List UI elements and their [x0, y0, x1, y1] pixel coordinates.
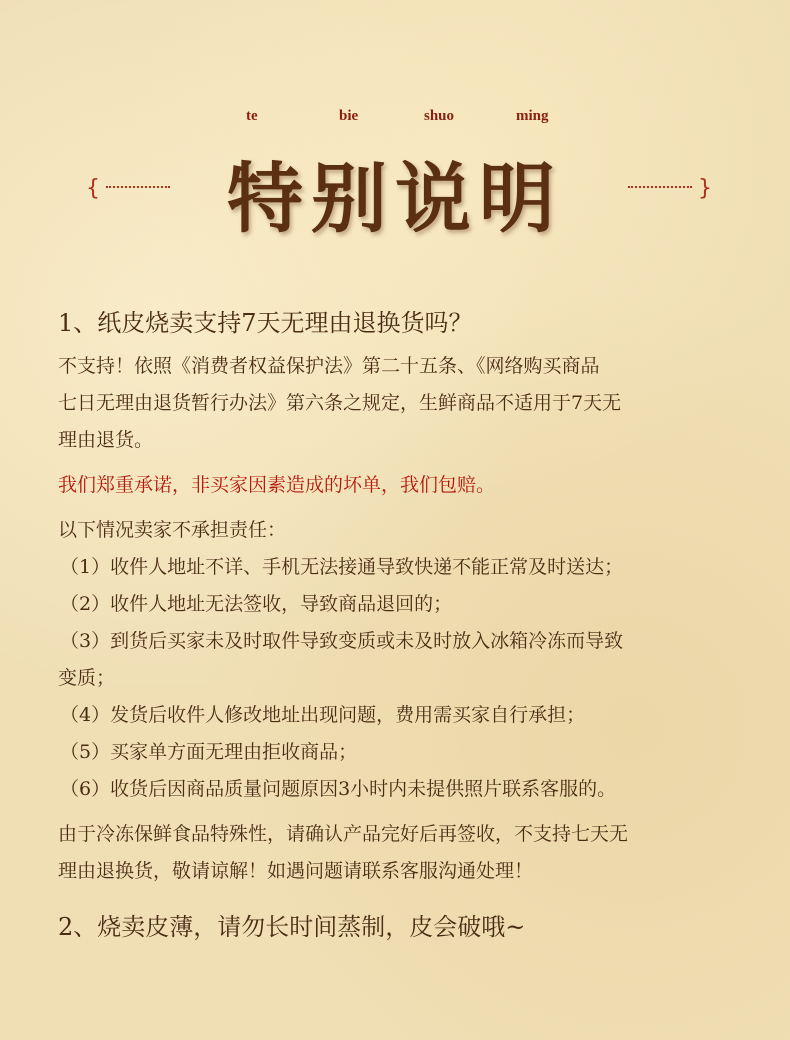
compensation-promise: 我们郑重承诺，非买家因素造成的坏单，我们包赔。: [58, 474, 496, 496]
page-title: 特别说明: [227, 154, 563, 243]
exemption-item-3-cont: 变质；: [58, 667, 116, 689]
pinyin-ming: ming: [516, 108, 549, 124]
answer-line: 七日无理由退货暂行办法》第六条之规定，生鲜商品不适用于7天无: [58, 392, 622, 414]
question-1-heading: 1、纸皮烧卖支持7天无理由退换货吗？: [58, 309, 473, 337]
answer-line: 理由退货。: [58, 429, 154, 451]
right-dotted-line: [628, 186, 692, 188]
exemption-item-3: （3）到货后买家未及时取件导致变质或未及时放入冰箱冷冻而导致: [60, 630, 624, 652]
right-brace: }: [698, 176, 712, 201]
exemption-intro: 以下情况卖家不承担责任：: [58, 519, 287, 541]
closing-line: 由于冷冻保鲜食品特殊性，请确认产品完好后再签收，不支持七天无: [58, 823, 629, 845]
left-brace: {: [86, 176, 100, 201]
pinyin-bie: bie: [339, 108, 359, 124]
pinyin-te: te: [246, 108, 258, 124]
closing-line: 理由退换货，敬请谅解！如遇问题请联系客服沟通处理！: [58, 860, 534, 882]
notice-content: [58, 306, 758, 944]
title-pinyin: [0, 108, 790, 132]
title-right-ornament: [622, 176, 712, 201]
answer-line: 不支持！依照《消费者权益保护法》第二十五条、《网络购买商品: [58, 355, 600, 377]
exemption-item-6: （6）收货后因商品质量问题原因3小时内未提供照片联系客服的。: [60, 778, 617, 800]
exemption-item-5: （5）买家单方面无理由拒收商品；: [60, 741, 358, 763]
exemption-item-2: （2）收件人地址无法签收，导致商品退回的；: [60, 593, 453, 615]
exemption-item-4: （4）发货后收件人修改地址出现问题，费用需买家自行承担；: [60, 704, 586, 726]
question-2-heading: 2、烧卖皮薄，请勿长时间蒸制，皮会破哦~: [58, 913, 526, 941]
spacer: [58, 808, 758, 816]
exemption-item-1: （1）收件人地址不详、手机无法接通导致快递不能正常及时送达；: [60, 556, 624, 578]
pinyin-shuo: shuo: [424, 108, 455, 124]
